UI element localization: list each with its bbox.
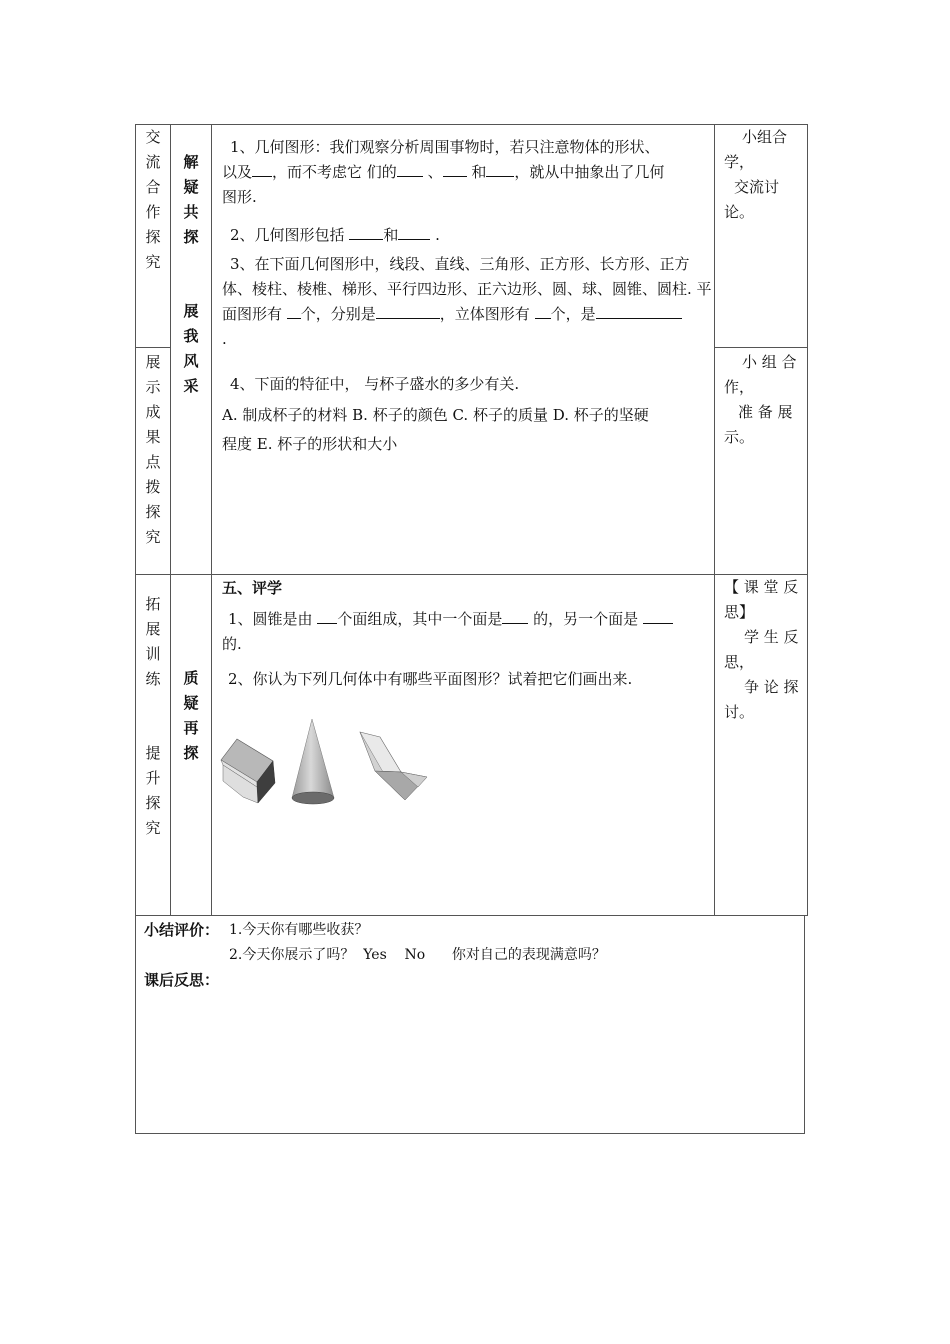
summary-item-1: 1.今天你有哪些收获？ [229,922,369,938]
col2-divider [211,124,212,915]
solid-figures [215,715,445,810]
triangular-prism-icon [360,732,427,800]
col1-divider [170,124,171,915]
question-3-line-4: . [222,330,227,348]
row3-activity-note: 【 课 堂 反 思】 学 生 反 思， 争 论 探 讨。 [724,578,799,721]
col3-divider [714,124,715,915]
question-1-line-2: 以及 ，而不考虑它 们的 、 和 ，就从中抽象出了几何 [222,163,665,181]
table-right-border [807,124,808,915]
question-1-line-1: 1、几何图形：我们观察分析周围事物时，若只注意物体的形状、 [230,138,660,156]
hexagonal-prism-icon [221,739,275,803]
blank[interactable] [643,609,673,624]
summary-right-border [804,915,805,1134]
row1-row2-divider-right [714,347,808,348]
question-4-options-line-2: 程度 E. 杯子的形状和大小 [222,435,398,453]
summary-bottom-border [135,1133,805,1134]
question-3-line-2: 体、棱柱、棱椎、梯形、平行四边形、正六边形、圆、球、圆锥、圆柱. 平 [222,280,712,298]
row1-activity-note: 小组合 学， 交流讨 论。 [724,128,788,221]
blank[interactable] [349,225,383,240]
evaluation-question-1: 1、圆锥是由 个面组成，其中一个面是 的，另一个面是 的. [222,607,710,657]
summary-label: 小结评价： [144,921,220,939]
question-4-line-1: 4、下面的特征中， 与杯子盛水的多少有关. [230,375,520,393]
blank[interactable] [486,162,514,177]
section-heading-evaluation: 五、评学 [222,579,283,597]
blank[interactable] [596,304,682,319]
row1-category-label: 交 流 合 作 探 究 [145,128,161,271]
row2-activity-note: 小 组 合 作， 准 备 展 示。 [724,353,797,446]
blank[interactable] [443,162,467,177]
question-1 [222,135,710,210]
blank[interactable] [376,304,440,319]
cone-icon [292,719,334,804]
blank[interactable] [252,162,272,177]
table-bottom-border [135,915,808,916]
blank[interactable] [398,225,430,240]
blank[interactable] [397,162,423,177]
blank[interactable] [317,609,337,624]
question-4 [222,372,710,457]
row3-category-label-b: 提 升 探 究 [145,744,161,837]
row2-row3-divider [135,574,808,575]
row2-category-label: 展 示 成 果 点 拨 探 究 [145,353,161,546]
blank[interactable] [502,609,528,624]
question-2: 2、几何图形包括 和 . [230,226,440,244]
row1-row2-divider [135,347,171,348]
row1-stage-label-b: 展 我 风 采 [183,302,199,395]
question-3-line-1: 3、在下面几何图形中，线段、直线、三角形、正方形、长方形、正方 [230,255,690,273]
row3-stage-label: 质 疑 再 探 [183,669,199,762]
question-3 [222,252,710,352]
summary-item-2: 2.今天你展示了吗？ Yes No 你对自己的表现满意吗？ [229,947,606,963]
blank[interactable] [535,304,551,319]
table-left-border [135,124,136,1134]
blank[interactable] [287,304,301,319]
evaluation-question-2: 2、你认为下列几何体中有哪些平面图形？试着把它们画出来. [228,670,633,688]
question-4-options-line-1: A. 制成杯子的材料 B. 杯子的颜色 C. 杯子的质量 D. 杯子的坚硬 [222,406,649,424]
row1-stage-label-a: 解 疑 共 探 [183,153,199,246]
question-1-line-3: 图形. [222,188,257,206]
question-3-line-3: 面图形有 个，分别是 ，立体图形有 个，是 [222,302,710,327]
row3-category-label-a: 拓 展 训 练 [145,595,161,688]
after-class-reflection-label: 课后反思： [144,971,220,989]
table-top-border [135,124,808,125]
